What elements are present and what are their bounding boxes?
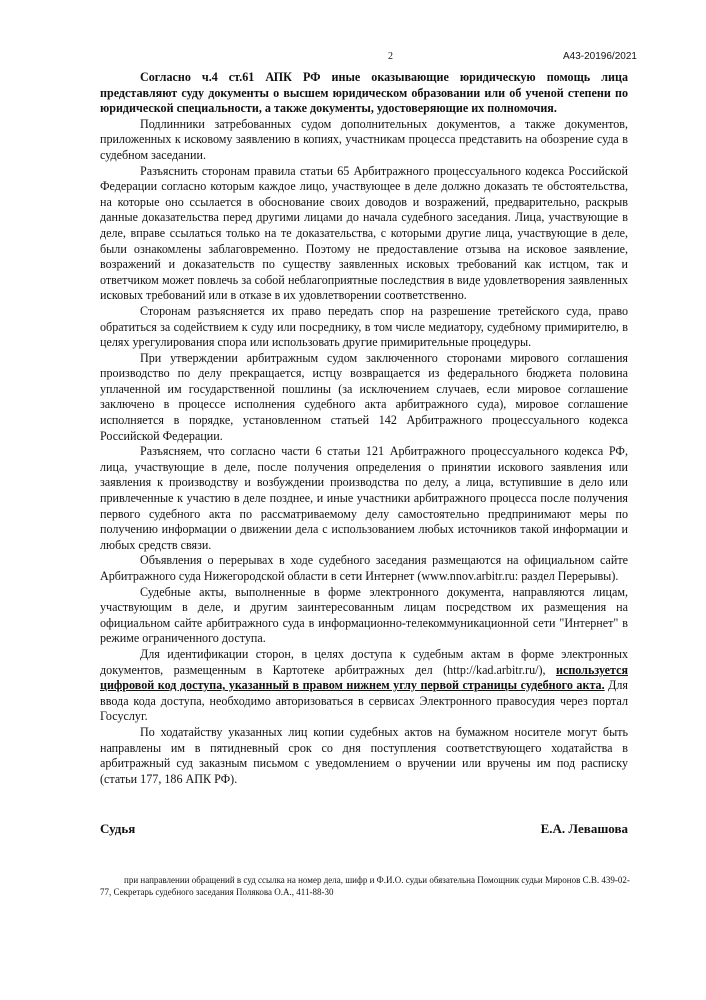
case-number: А43-20196/2021 [563, 51, 637, 62]
access-code-gosuslugi: Для ввода кода доступа, необходимо авторизоваться в сервисах Электронного правосудия через портал Госуслуг. [100, 678, 628, 724]
paragraph-access-code [100, 647, 628, 725]
paragraph-settlement: При утверждении арбитражным судом заключенного сторонами мирового соглашения производство по делу прекращается, истцу возвращается из федерального бюджета половина уплаченной им государственной пошлины (за исключением случаев, если мировое соглашение заключено в процессе исполнения судебного акта арбитражного суда), мировое соглашение исполняется в порядке, установленном статьей 142 Арбитражного процессуального кодекса Российской Федерации. [100, 350, 628, 443]
document-body [100, 70, 628, 787]
page-number: 2 [388, 51, 393, 62]
signature-title: Судья [100, 821, 136, 836]
paragraph-originals: Подлинники затребованных судом дополнительных документов, а также документов, приложенных к исковому заявлению в копиях, участникам процесса представить на обозрение суда в судебном заседании. [100, 116, 628, 162]
paragraph-electronic-acts: Судебные акты, выполненные в форме электронного документа, направляются лицам, участвующим в деле, и другим заинтересованным лицам посредством их размещения на официальном сайте арбитражного суда в информационно-телекоммуникационной сети "Интернет" в режиме ограниченного доступа. [100, 584, 628, 646]
judge-name: Е.А. Левашова [540, 821, 628, 836]
paragraph-article-65: Разъяснить сторонам правила статьи 65 Арбитражного процессуального кодекса Российской Федерации согласно которым каждое лицо, участвующее в деле должно доказать те обстоятельства, на которые оно ссылается в обоснование своих доводов и возражений, предварительно, раскрыв данные доказательства перед другими лицами до начала судебного заседания. Лица, участвующие в деле, вправе ссылаться только на те доказательства, с которыми другие лица, участвующие в деле, были ознакомлены заблаговременно. Поэтому не предоставление отзыва на исковое заявление, возражений и доказательств по существу заявленных исковых требований как истцом, так и ответчиком может повлечь за собой неблагоприятные последствия в виде удовлетворения заявленных исковых требований или в отказе в их удовлетворении соответственно. [100, 163, 628, 303]
access-code-intro: Для идентификации сторон, в целях доступа к судебным актам в форме электронных документов, размещенным в Картотеке арбитражных дел (http://kad.arbitr.ru/), [100, 646, 628, 677]
signature-block [100, 821, 628, 837]
paragraph-representatives: Согласно ч.4 ст.61 АПК РФ иные оказывающие юридическую помощь лица представляют суду документы о высшем юридическом образовании или об ученой степени по юридической специальности, а также документы, удостоверяющие их полномочия. [100, 70, 628, 116]
access-code-emphasis: используется цифровой код доступа, указанный в правом нижнем углу первой страницы судебного акта. [100, 662, 629, 693]
paragraph-article-121: Разъясняем, что согласно части 6 статьи 121 Арбитражного процессуального кодекса РФ, лица, участвующие в деле, после получения определения о принятии искового заявления или заявления к производству и возбуждении производства по делу, а лица, вступившие в дело или привлеченные к участию в деле позднее, и иные участники арбитражного процесса после получения первого судебного акта по рассматриваемому делу самостоятельно предпринимают меры по получению информации о движении дела с использованием любых источников такой информации и любых средств связи. [100, 444, 628, 552]
footnote-contacts: при направлении обращений в суд ссылка на номер дела, шифр и Ф.И.О. судьи обязательна Помощник судьи Миронов С.В. 439-02-77, Секретарь судебного заседания Полякова О.А., 411-88-30 [100, 875, 630, 897]
paragraph-paper-copies: По ходатайству указанных лиц копии судебных актов на бумажном носителе могут быть направлены им в пятидневный срок со дня поступления соответствующего ходатайства в арбитражный суд заказным письмом с уведомлением о вручении или вручены им под расписку (статьи 177, 186 АПК РФ). [100, 724, 628, 786]
paragraph-breaks-announcement: Объявления о перерывах в ходе судебного заседания размещаются на официальном сайте Арбитражного суда Нижегородской области в сети Интернет (www.nnov.arbitr.ru: раздел Перерывы). [100, 553, 628, 583]
paragraph-arbitration-rights: Сторонам разъясняется их право передать спор на разрешение третейского суда, право обратиться за содействием к суду или посреднику, в том числе медиатору, судебному примирителю, в целях урегулирования спора или использовать другие примирительные процедуры. [100, 303, 628, 350]
